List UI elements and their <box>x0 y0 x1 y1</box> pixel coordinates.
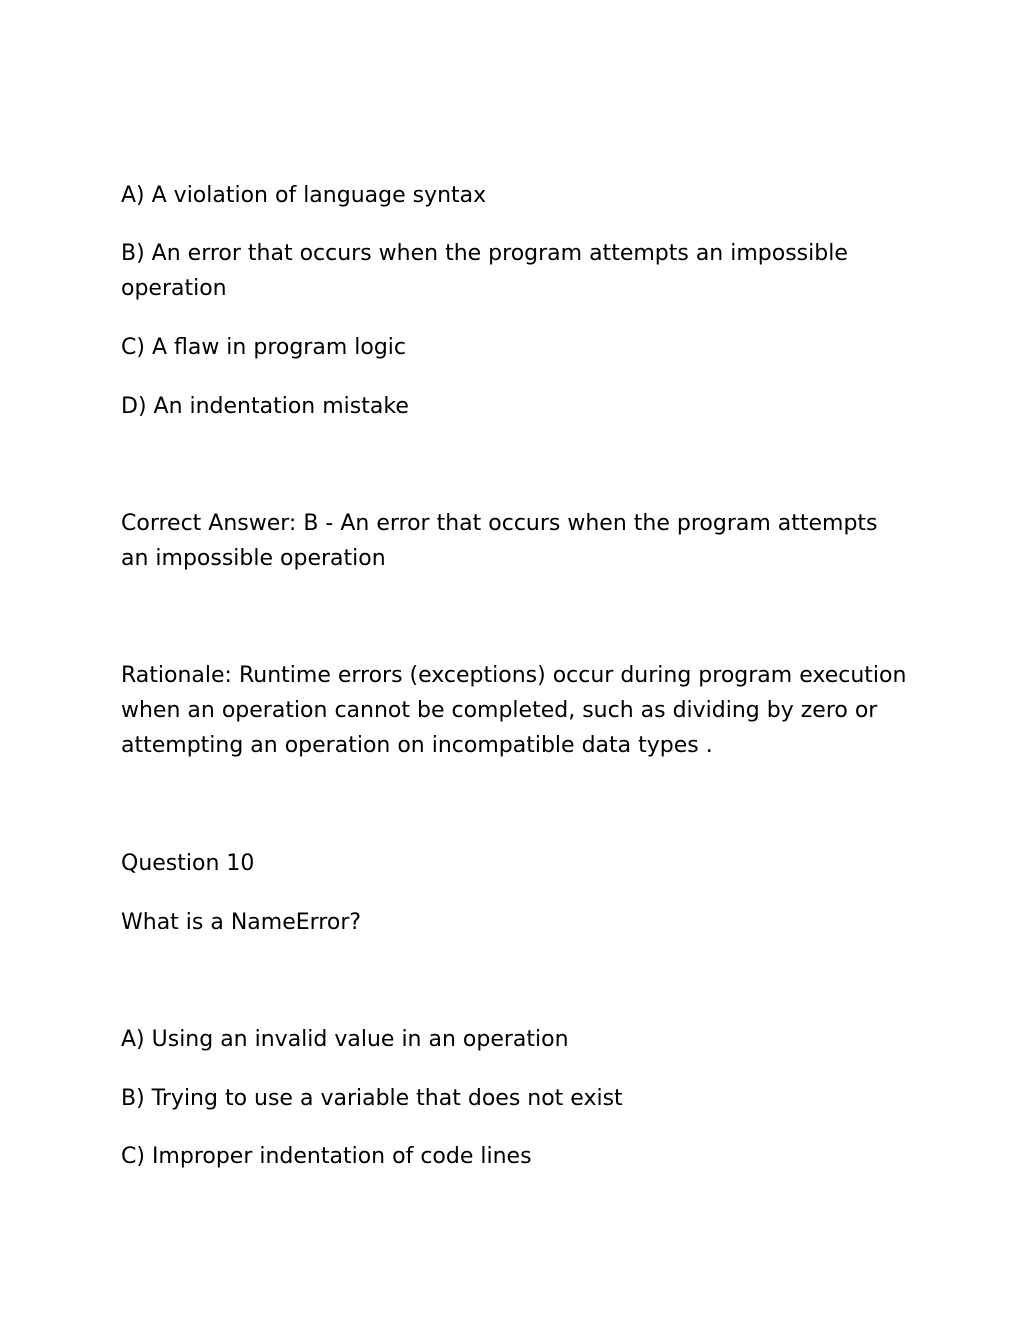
question-prompt: What is a NameError? <box>121 910 362 935</box>
option-b: B) An error that occurs when the program attempts an impossible operation <box>121 241 848 301</box>
correct-answer: Correct Answer: B - An error that occurs when the program attempts an impossible operation <box>121 511 878 571</box>
question-heading: Question 10 <box>121 851 255 876</box>
q10-option-c: C) Improper indentation of code lines <box>121 1144 532 1169</box>
option-d: D) An indentation mistake <box>121 394 409 419</box>
option-c: C) A flaw in program logic <box>121 335 407 360</box>
q10-option-b: B) Trying to use a variable that does not exist <box>121 1086 623 1111</box>
rationale: Rationale: Runtime errors (exceptions) occur during program execution when an operation cannot be completed, such as dividing by zero or attempting an operation on incompatible data types . <box>121 663 907 758</box>
option-a: A) A violation of language syntax <box>121 183 487 208</box>
q10-option-a: A) Using an invalid value in an operation <box>121 1027 569 1052</box>
